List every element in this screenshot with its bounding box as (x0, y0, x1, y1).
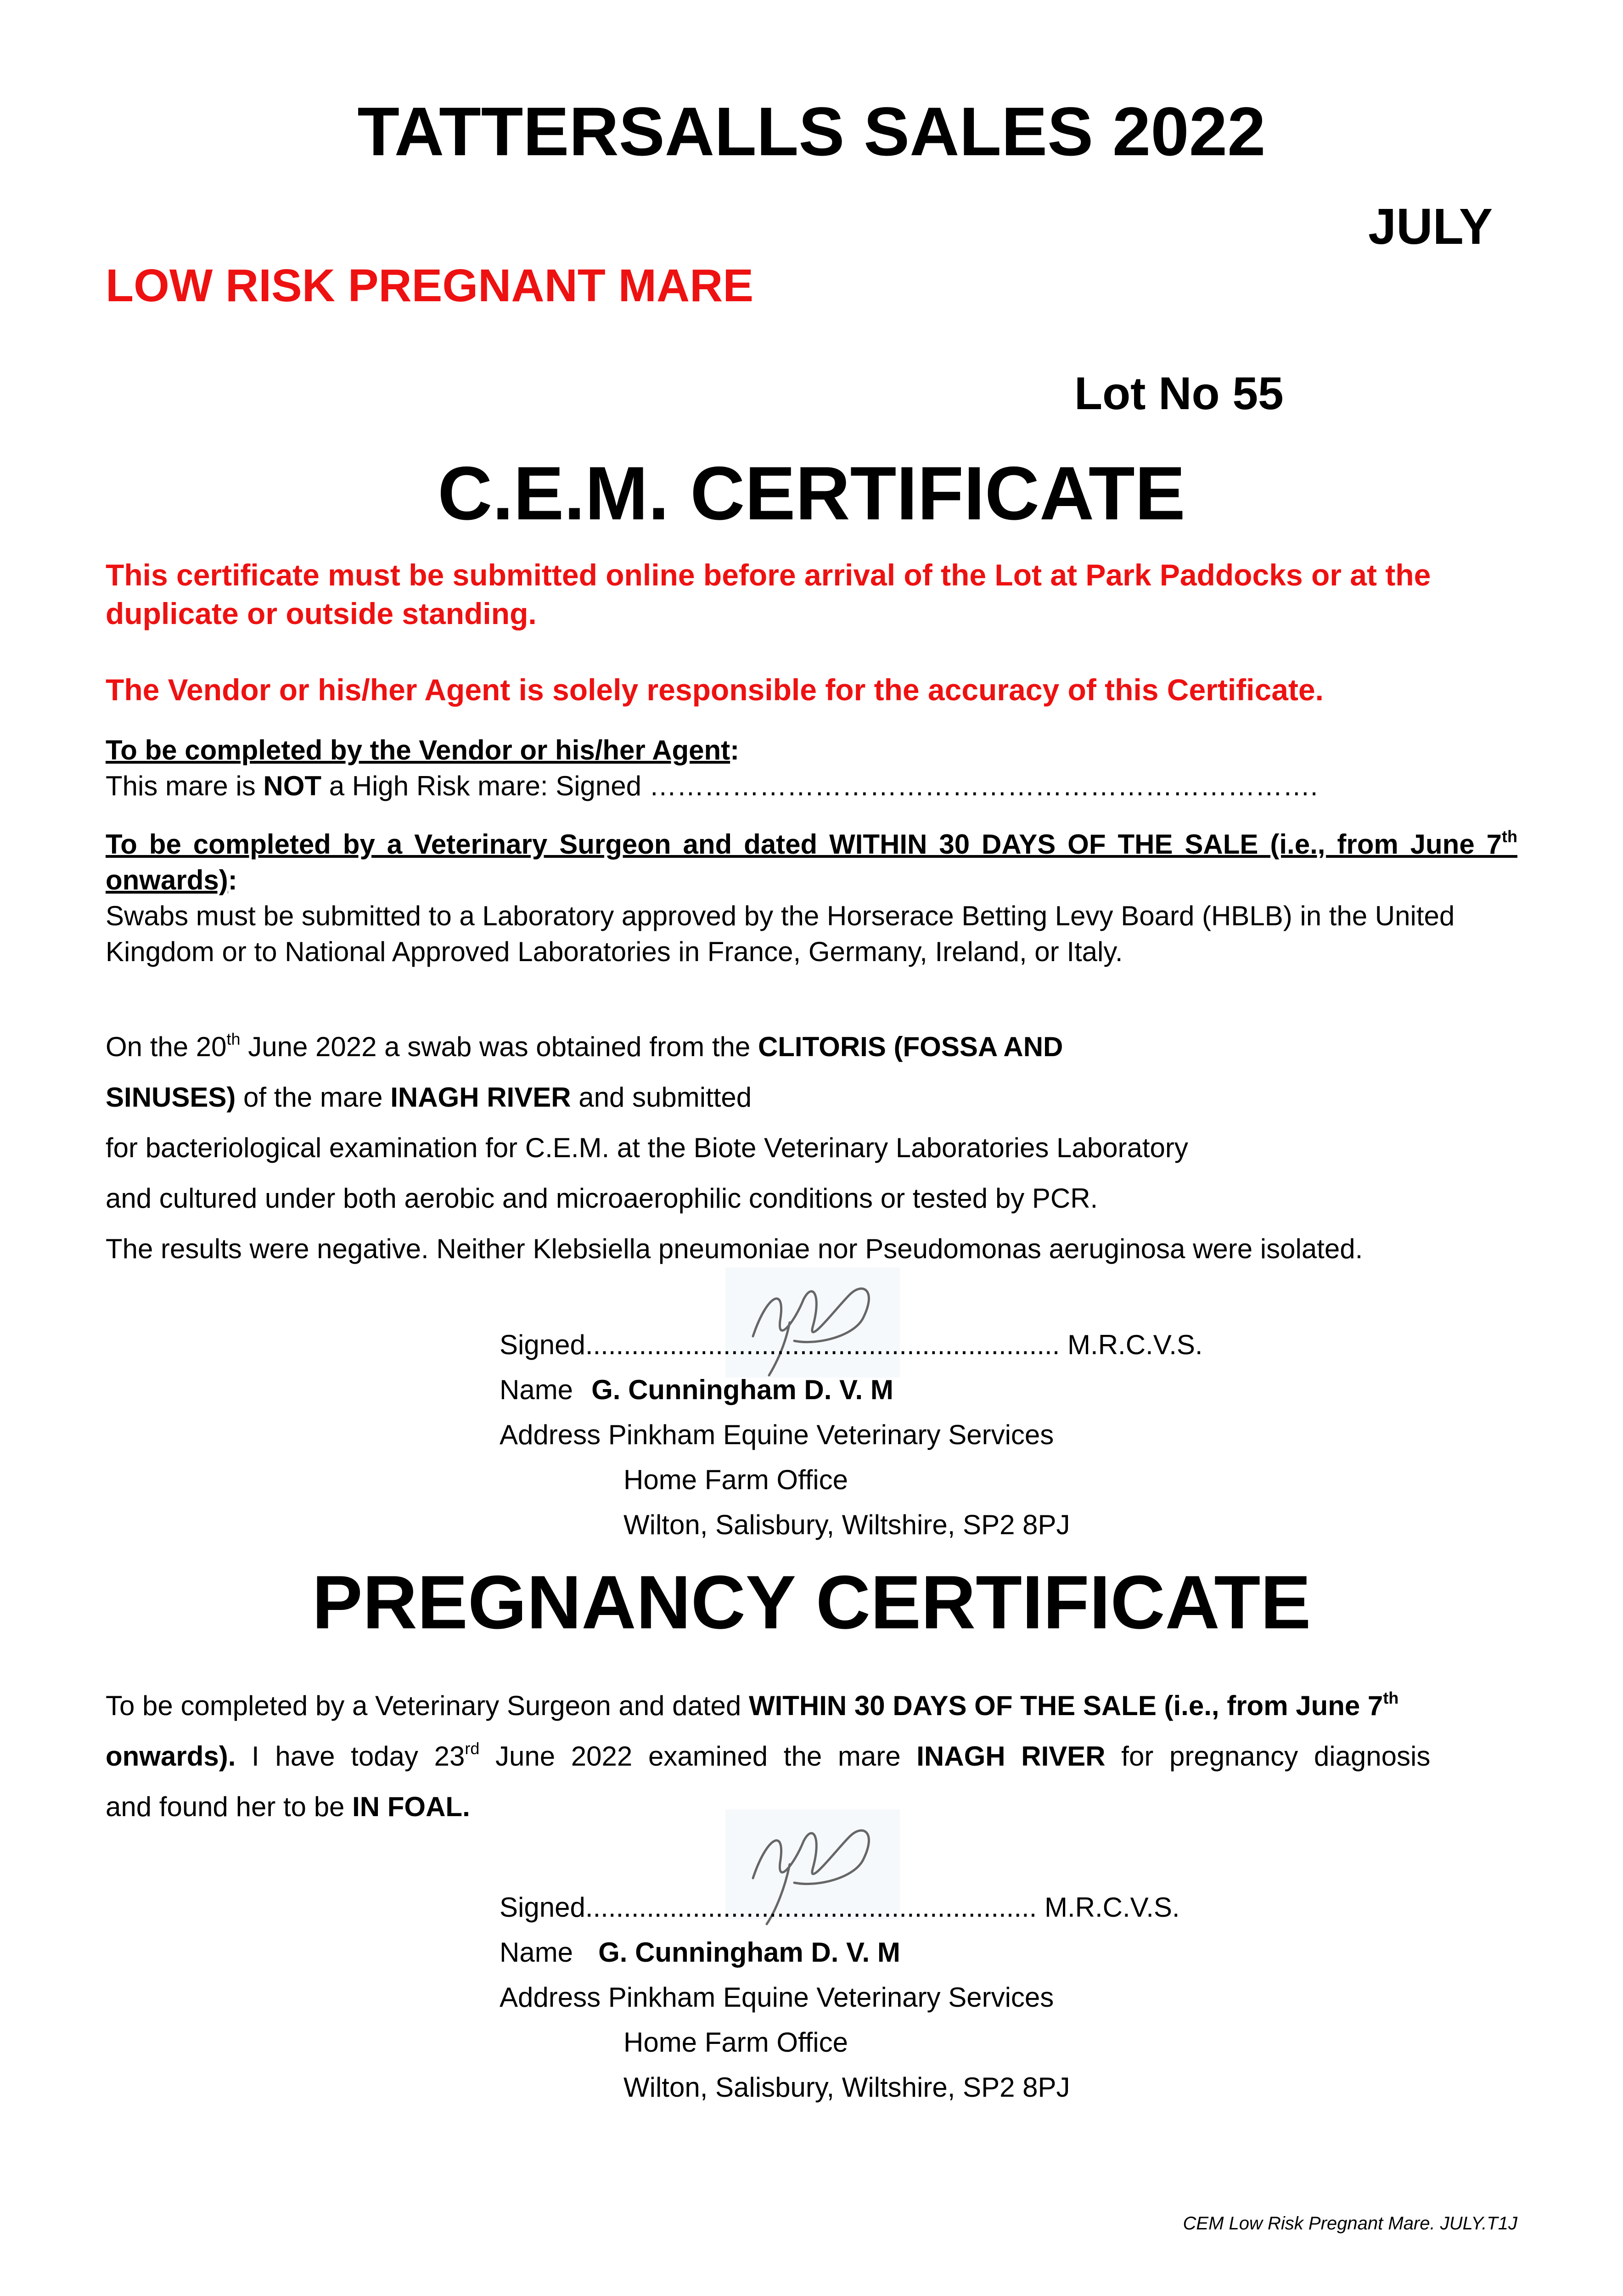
pregnancy-signature-block (500, 1885, 1180, 2110)
swab-requirements: Swabs must be submitted to a Laboratory approved by the Horserace Betting Levy Board (HBLB) in the United Kingdom or to National Approved Laboratories in France, Germany, Ireland, or Italy. (106, 900, 1455, 967)
vet-section (106, 827, 1517, 970)
cem-certificate-heading: C.E.M. CERTIFICATE (438, 451, 1185, 535)
vet-address-line-3: Wilton, Salisbury, Wiltshire, SP2 8PJ (623, 1509, 1070, 1540)
swab-line-5: The results were negative. Neither Klebsiella pneumoniae nor Pseudomonas aeruginosa were isolated. (106, 1233, 1363, 1264)
swab-report (106, 1022, 1517, 1274)
lot-number: Lot No 55 (1074, 368, 1284, 419)
vet-name-line: Name G. Cunningham D. V. M (500, 1374, 893, 1405)
swab-line-4: and cultured under both aerobic and microaerophilic conditions or tested by PCR. (106, 1183, 1098, 1214)
responsibility-notice: The Vendor or his/her Agent is solely responsible for the accuracy of this Certificate. (106, 673, 1324, 707)
sale-month: JULY (1368, 198, 1493, 255)
pregnancy-line-1: To be completed by a Veterinary Surgeon and dated WITHIN 30 DAYS OF THE SALE (i.e., from June 7th (106, 1688, 1399, 1721)
vendor-heading-colon: : (730, 735, 740, 765)
vet-address-line-2: Home Farm Office (623, 1464, 848, 1495)
vet-address-line-3: Wilton, Salisbury, Wiltshire, SP2 8PJ (623, 2072, 1070, 2103)
footer-reference: CEM Low Risk Pregnant Mare. JULY.T1J (1183, 2213, 1517, 2234)
vendor-heading: To be completed by the Vendor or his/her Agent (106, 735, 730, 765)
pregnancy-certificate-heading: PREGNANCY CERTIFICATE (312, 1560, 1311, 1644)
vet-heading: To be completed by a Veterinary Surgeon and dated WITHIN 30 DAYS OF THE SALE (i.e., from June 7th onwards): (106, 827, 1517, 895)
swab-line-3: for bacteriological examination for C.E.M. at the Biote Veterinary Laboratories Laboratory (106, 1132, 1188, 1163)
vet-address-line-1: Address Pinkham Equine Veterinary Services (500, 1419, 1054, 1450)
cem-signature-block (500, 1322, 1203, 1548)
submission-notice: This certificate must be submitted online before arrival of the Lot at Park Paddocks or at the duplicate or outside standing. (106, 558, 1431, 630)
document-title: TATTERSALLS SALES 2022 (357, 93, 1266, 170)
vendor-section (106, 732, 1517, 804)
vet-address-line-1: Address Pinkham Equine Veterinary Services (500, 1982, 1054, 2013)
vet-address-line-2: Home Farm Office (623, 2027, 848, 2058)
signed-line: Signed.............................................................. M.R.C.V.S. (500, 1329, 1203, 1360)
pregnancy-line-3: and found her to be IN FOAL. (106, 1791, 470, 1822)
vet-name-line: Name G. Cunningham D. V. M (500, 1937, 900, 1968)
pregnancy-line-2: onwards). I have today 23rd June 2022 examined the mare INAGH RIVER for pregnancy diagnosis (106, 1739, 1431, 1772)
swab-line-2: SINUSES) of the mare INAGH RIVER and submitted (106, 1082, 752, 1113)
signed-line: Signed........................................................... M.R.C.V.S. (500, 1892, 1180, 1923)
vendor-statement: This mare is NOT a High Risk mare: Signed ………………………………………………………………. (106, 771, 1318, 801)
swab-line-1: On the 20th June 2022 a swab was obtained from the CLITORIS (FOSSA AND (106, 1029, 1063, 1062)
category-label: LOW RISK PREGNANT MARE (106, 260, 754, 311)
